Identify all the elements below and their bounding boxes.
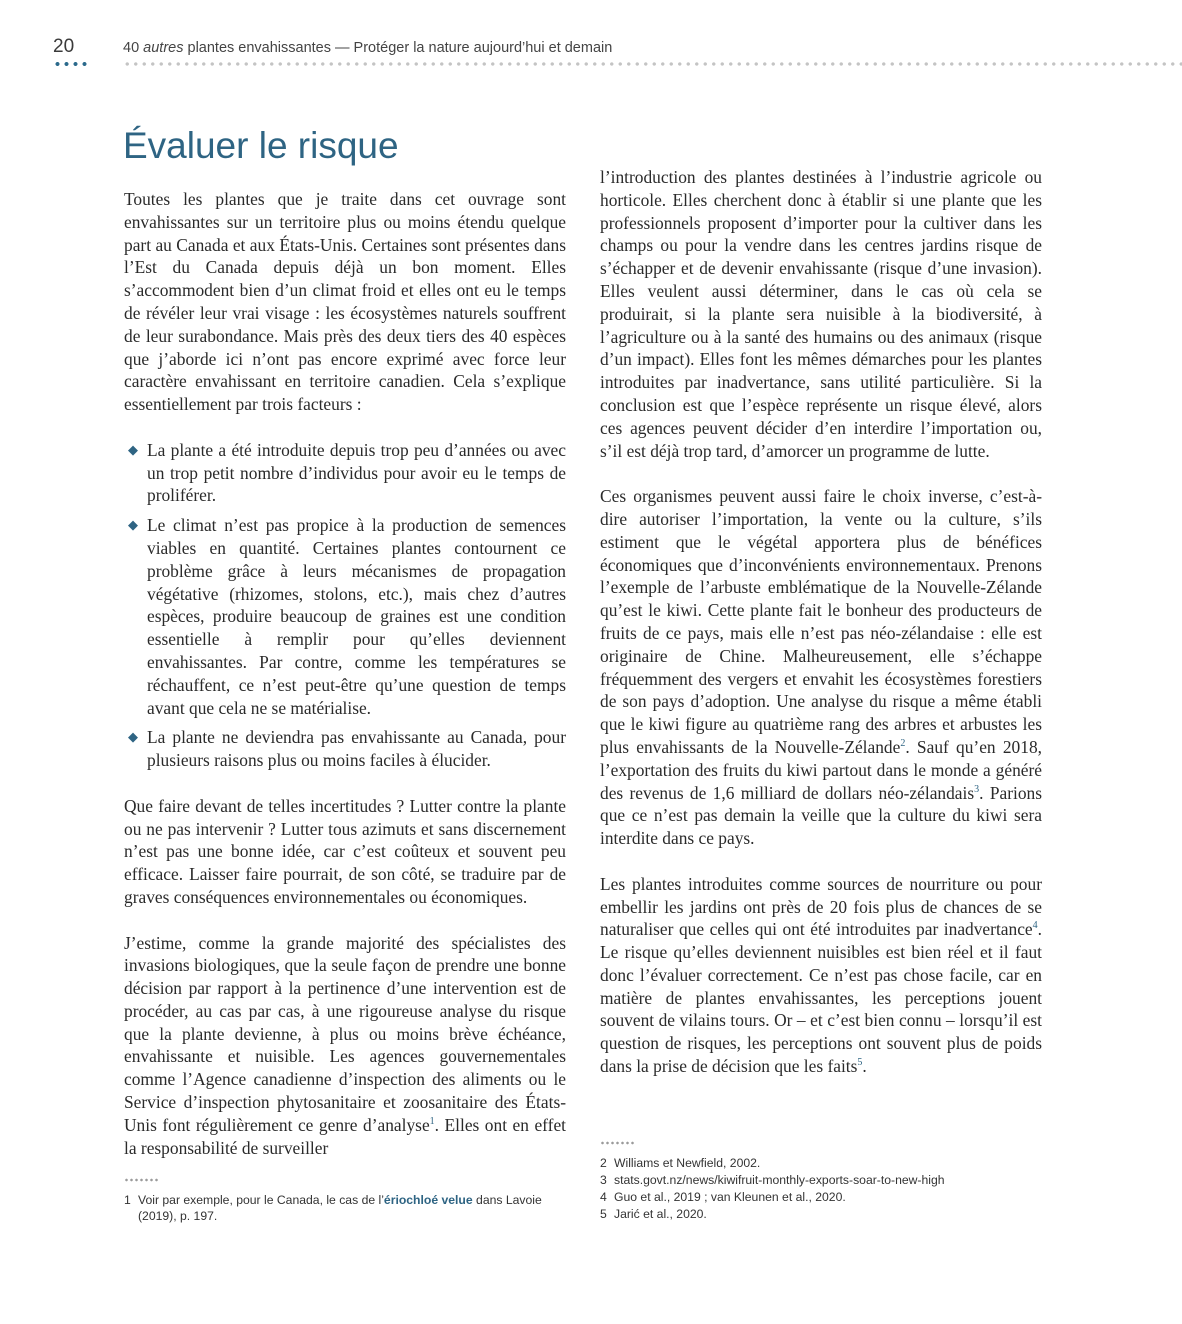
- right-paragraph-2-text-mid: . Sauf qu’en 2018, l’exportation des fruits du kiwi partout dans le monde a généré des revenus de 1,6 milliard de dollars néo-zélandais: [600, 736, 1042, 803]
- footnote-number: 2: [600, 1156, 607, 1170]
- left-paragraph-3-text-end: . Elles ont en effet la responsabilité de surveiller: [124, 1114, 566, 1158]
- left-paragraph-3: [124, 932, 566, 1160]
- factor-list: [124, 439, 566, 772]
- footnote-text-end: dans Lavoie (2019), p. 197.: [138, 1193, 542, 1223]
- bullet-icon: ◆: [128, 441, 138, 457]
- right-paragraph-2-text: Ces organismes peuvent aussi faire le choix inverse, c’est-à-dire autoriser l’importation, la vente ou la culture, s’ils estiment que le végétal apportera plus de bénéfices économiques que d’inconvénients environnementaux. Prenons l’exemple de l’arbuste emblématique de la Nouvelle-Zélande qu’est le kiwi. Cette plante fait le bonheur des producteurs de fruits de ce pays, mais elle n’est pas néo-zélandaise : elle est originaire de Chine. Malheureusement, elle s’échappe fréquemment des vergers et envahit les écosystèmes forestiers de son pays d’adoption. Une analyse du risque a même établi que le kiwi figure au quatrième rang des arbres et arbustes les plus envahissants de la Nouvelle-Zélande: [600, 486, 1042, 757]
- footnote-text: Jarić et al., 2020.: [614, 1207, 707, 1221]
- page-header: [0, 0, 1182, 80]
- footnote-text-start: Voir par exemple, pour le Canada, le cas de l’: [138, 1193, 384, 1207]
- section-title: Évaluer le risque: [123, 125, 399, 166]
- footnotes-left: [124, 1178, 569, 1224]
- running-title: [123, 40, 612, 56]
- footnote-1: [124, 1192, 569, 1224]
- right-column: [600, 166, 1042, 1101]
- running-title-italic: autres: [143, 40, 184, 56]
- footnote-text: [138, 1192, 569, 1224]
- page-number-dots: [53, 62, 89, 66]
- bullet-icon: ◆: [128, 729, 138, 745]
- footnote-2: [600, 1155, 1042, 1172]
- footnote-number: 3: [600, 1173, 607, 1187]
- footnote-ref-4[interactable]: 4: [1032, 920, 1038, 932]
- footnote-ref-1[interactable]: 1: [429, 1116, 435, 1128]
- running-title-suffix: plantes envahissantes — Protéger la nature aujourd’hui et demain: [183, 40, 613, 56]
- list-item-text: Le climat n’est pas propice à la production de semences viables en quantité. Certaines plantes contournent ce problème grâce à leurs mécanismes de propagation végétative (rhizomes, stolons, etc.), mais chez d’autres espèces, produire beaucoup de graines est une condition essentielle à remplir pour qu’elles deviennent envahissantes. Par contre, comme les températures se réchauffent, ce n’est peut-être qu’une question de temps avant que cela ne se matérialise.: [147, 515, 566, 718]
- footnote-5: [600, 1206, 1042, 1223]
- list-item-text: La plante ne deviendra pas envahissante au Canada, pour plusieurs raisons plus ou moins faciles à élucider.: [147, 727, 566, 771]
- right-paragraph-3-text-end: .: [862, 1056, 867, 1077]
- species-link[interactable]: ériochloé velue: [383, 1193, 473, 1207]
- list-item: [124, 726, 566, 772]
- right-paragraph-3-text: Les plantes introduites comme sources de nourriture ou pour embellir les jardins ont près de 20 fois plus de chances de se naturaliser que celles qui ont été introduites par inadvertance: [600, 873, 1042, 940]
- footnote-4: [600, 1189, 1042, 1206]
- right-paragraph-2: [600, 485, 1042, 850]
- right-paragraph-3-text-mid: . Le risque qu’elles deviennent nuisibles est bien réel et il faut donc l’évaluer correctement. Ce n’est pas chose facile, car en matière de plantes envahissantes, les perceptions jouent souvent de vilains tours. Or – et c’est bien connu – lorsqu’il est question de risques, les perceptions ont souvent plus de poids dans la prise de décision que les faits: [600, 919, 1042, 1077]
- footnote-number: 4: [600, 1190, 607, 1204]
- list-item: [124, 439, 566, 507]
- footnote-ref-3[interactable]: 3: [974, 783, 980, 795]
- footnote-ref-2[interactable]: 2: [900, 738, 906, 750]
- footnote-number: 1: [124, 1193, 131, 1207]
- list-item-text: La plante a été introduite depuis trop peu d’années ou avec un trop petit nombre d’individus pour avoir eu le temps de proliférer.: [147, 439, 566, 506]
- footnote-url[interactable]: stats.govt.nz/news/kiwifruit-monthly-exports-soar-to-new-high: [614, 1173, 945, 1187]
- footnote-text: Guo et al., 2019 ; van Kleunen et al., 2020.: [614, 1190, 846, 1204]
- footnotes-right: [600, 1141, 1042, 1223]
- left-paragraph-1: Toutes les plantes que je traite dans cet ouvrage sont envahissantes sur un territoire plus ou moins étendu quelque part au Canada et aux États-Unis. Certaines sont présentes dans l’Est du Canada depuis déjà un bon moment. Elles s’accommodent bien d’un climat froid et elles ont eu le temps de révéler leur vrai visage : les écosystèmes naturels souffrent de leur surabondance. Mais près des deux tiers des 40 espèces que j’aborde ici n’ont pas encore exprimé avec force leur caractère envahissant en territoire canadien. Cela s’explique essentiellement par trois facteurs :: [124, 189, 566, 415]
- list-item: [124, 514, 566, 719]
- left-column: [124, 188, 566, 1182]
- footnote-3: [600, 1172, 1042, 1189]
- bullet-icon: ◆: [128, 517, 138, 533]
- footnote-separator: [124, 1178, 158, 1182]
- header-dotted-rule: [123, 62, 1182, 66]
- footnote-number: 5: [600, 1207, 607, 1221]
- footnote-ref-5[interactable]: 5: [857, 1057, 863, 1069]
- right-paragraph-2-text-end: . Parions que ce n’est pas demain la veille que la culture du kiwi sera interdite dans ce pays.: [600, 782, 1042, 849]
- left-paragraph-2: Que faire devant de telles incertitudes ? Lutter contre la plante ou ne pas intervenir ? Lutter tous azimuts et sans discernement n’est pas une bonne idée, car c’est coûteux et souvent peu efficace. Laisser faire pourrait, de son côté, se traduire par de graves conséquences environnementales ou économiques.: [124, 795, 566, 907]
- right-paragraph-1: l’introduction des plantes destinées à l’industrie agricole ou horticole. Elles cherchent donc à établir si une plante que les professionnels proposent d’importer pour la cultiver dans les champs ou pour la vendre dans les centres jardins risque de s’échapper et de devenir envahissante (risque d’une invasion). Elles veulent aussi déterminer, dans le cas où cela se produirait, si la plante sera nuisible à la biodiversité, à l’agriculture ou à la santé des humains ou des animaux (risque d’un impact). Elles font les mêmes démarches pour les plantes introduites par inadvertance, sans utilité particulière. Si la conclusion est que l’espèce représente un risque élevé, alors ces agences peuvent décider d’en interdire l’importation ou, s’il est déjà trop tard, d’amorcer un programme de lutte.: [600, 167, 1042, 461]
- footnote-separator: [600, 1141, 634, 1145]
- footnote-text: Williams et Newfield, 2002.: [614, 1156, 761, 1170]
- running-title-prefix: 40: [123, 40, 144, 56]
- right-paragraph-3: [600, 873, 1042, 1078]
- page-number: 20: [53, 36, 75, 57]
- left-paragraph-3-text: J’estime, comme la grande majorité des spécialistes des invasions biologiques, que la seule façon de prendre une bonne décision par rapport à la pertinence d’une intervention est de procéder, au cas par cas, à une rigoureuse analyse du risque que la plante devienne, à plus ou moins brève échéance, envahissante et nuisible. Les agences gouvernementales comme l’Agence canadienne d’inspection des aliments ou le Service d’inspection phytosanitaire et zoosanitaire des États-Unis font régulièrement ce genre d’analyse: [124, 932, 566, 1135]
